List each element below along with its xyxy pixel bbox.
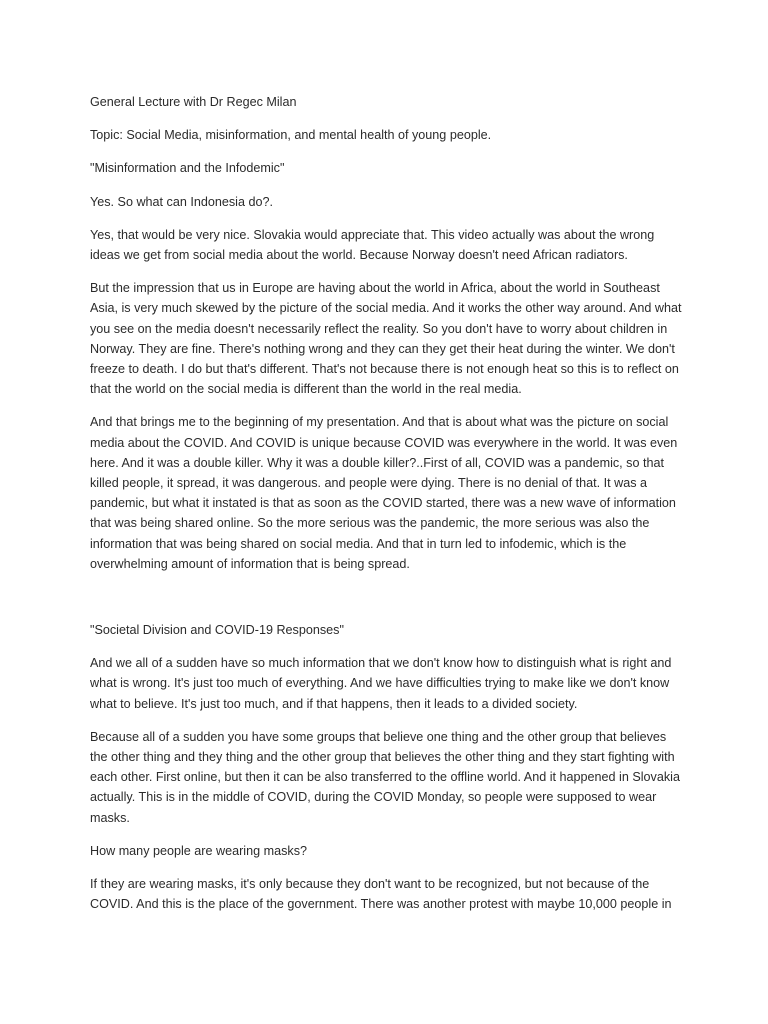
paragraph: But the impression that us in Europe are having about the world in Africa, about the world in Southeast Asia, is very much skewed by the picture of the social media. And it works the other way around. And what you see on the media doesn't necessarily reflect the reality. So you don't have to worry about children in Norway. They are fine. There's nothing wrong and they can they get their heat during the winter. We don't freeze to death. I do but that's different. That's not because there is not enough heat so this is to reflect on that the world on the social media is different than the world in the real media. xyxy=(90,281,682,397)
paragraph: If they are wearing masks, it's only because they don't want to be recognized, but not because of the COVID. And this is the place of the government. There was another protest with maybe 10,000 people in xyxy=(90,877,672,912)
paragraph: How many people are wearing masks? xyxy=(90,843,307,858)
document-topic: Topic: Social Media, misinformation, and mental health of young people. xyxy=(90,128,492,143)
blank-line xyxy=(90,587,682,607)
paragraph: Because all of a sudden you have some groups that believe one thing and the other group that believes the other thing and they thing and the other group that believes the other thing and they start fighting with each other. First online, but then it can be also transferred to the offline world. And it happened in Slovakia actually. This is in the middle of COVID, during the COVID Monday, so people were supposed to wear masks. xyxy=(90,729,680,825)
paragraph: And we all of a sudden have so much information that we don't know how to distinguish what is right and what is wrong. It's just too much of everything. And we have difficulties trying to make like we don't know what to believe. It's just too much, and if that happens, then it leads to a divided society. xyxy=(90,656,672,711)
section-heading-societal-division: "Societal Division and COVID-19 Responses" xyxy=(90,623,344,638)
document-title: General Lecture with Dr Regec Milan xyxy=(90,95,297,109)
paragraph: Yes. So what can Indonesia do?. xyxy=(90,194,273,209)
document-body xyxy=(90,92,682,928)
section-heading-infodemic: "Misinformation and the Infodemic" xyxy=(90,161,285,176)
paragraph: And that brings me to the beginning of my presentation. And that is about what was the picture on social media about the COVID. And COVID is unique because COVID was everywhere in the world. It was even here. And it was a double killer. Why it was a double killer?..First of all, COVID was a pandemic, so that killed people, it spread, it was dangerous. and people were dying. There is no denial of that. It was a pandemic, but what it instated is that as soon as the COVID started, there was a new wave of information that was being shared online. So the more serious was the pandemic, the more serious was also the information that was being shared on social media. And that in turn led to infodemic, which is the overwhelming amount of information that is being spread. xyxy=(90,415,678,571)
paragraph: Yes, that would be very nice. Slovakia would appreciate that. This video actually was about the wrong ideas we get from social media about the world. Because Norway doesn't need African radiators. xyxy=(90,227,655,263)
